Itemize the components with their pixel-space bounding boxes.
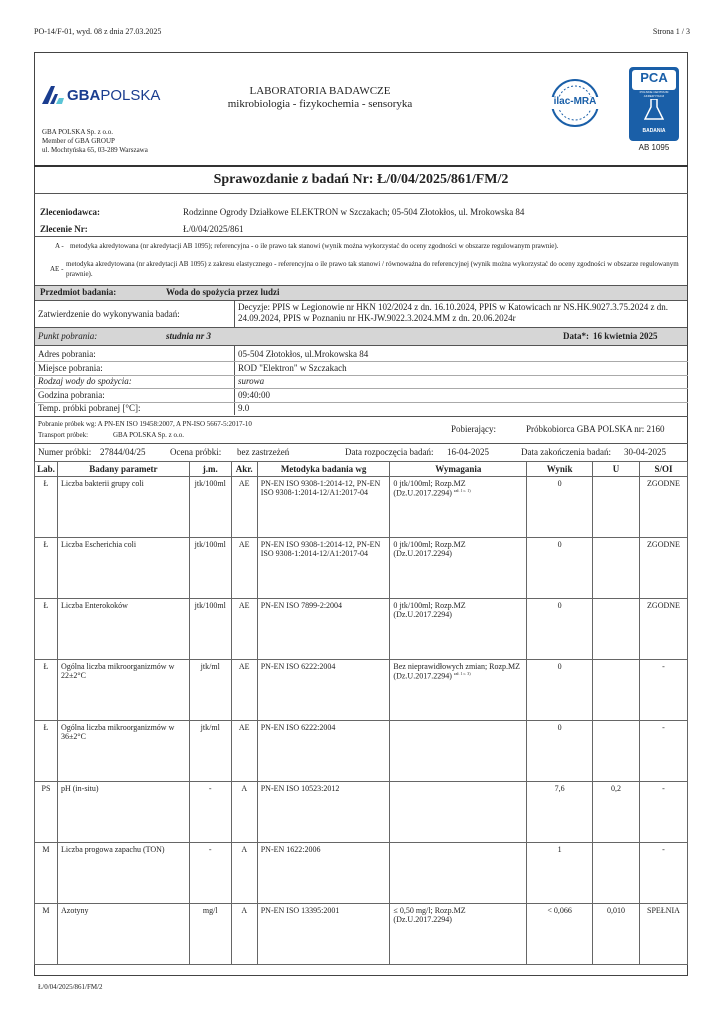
cell-method (257, 599, 390, 660)
cell-result (527, 660, 593, 721)
cell-method (257, 843, 390, 904)
cell-soi-text: ZGODNE (647, 479, 680, 488)
cell-method-text: PN-EN ISO 7899-2:2004 (260, 601, 343, 610)
sampler-label: Pobierający: (451, 424, 496, 434)
cell-param (57, 538, 189, 599)
cell-result (527, 599, 593, 660)
cell-param (57, 843, 189, 904)
cell-lab (35, 843, 58, 904)
cell-unit-text: jtk/100ml (194, 540, 226, 549)
cell-u (593, 843, 640, 904)
detail-label: Adres pobrania: (38, 349, 96, 359)
cell-lab (35, 782, 58, 843)
cell-unit-text: - (208, 845, 212, 854)
cell-lab-text: Ł (43, 540, 49, 549)
cell-param-text: Azotyny (60, 906, 89, 915)
detail-label: Godzina pobrania: (38, 389, 105, 400)
col-header-lab: Lab. (35, 462, 58, 477)
cell-unit (189, 843, 231, 904)
cell-result (527, 843, 593, 904)
cell-unit (189, 660, 231, 721)
cell-method (257, 904, 390, 965)
cell-param (57, 782, 189, 843)
cell-req (390, 477, 527, 538)
sample-number-label: Numer próbki: (38, 447, 92, 457)
cell-akr (231, 904, 257, 965)
cell-req-text: ≤ 0,50 mg/l; Rozp.MZ (Dz.U.2017.2294) (393, 906, 466, 924)
cell-method (257, 782, 390, 843)
lab-heading (200, 85, 440, 111)
col-header-u: U (593, 462, 640, 477)
cell-lab-text: Ł (43, 479, 49, 488)
transport-value: GBA POLSKA Sp. z o.o. (113, 431, 184, 439)
col-header-unit: j.m. (189, 462, 231, 477)
cell-lab (35, 599, 58, 660)
cell-result (527, 538, 593, 599)
sampling-date-label: Data*: (563, 331, 589, 341)
legend-a-code: A - (55, 242, 64, 250)
cell-unit-text: jtk/100ml (194, 479, 226, 488)
cell-akr-text: AE (238, 540, 250, 549)
col-header-soi: S/OI (639, 462, 687, 477)
detail-value: surowa (238, 376, 265, 387)
report-title: Sprawozdanie z badań Nr: Ł/0/04/2025/861/FM/2 (213, 172, 509, 187)
cell-param (57, 904, 189, 965)
lab-title: LABORATORIA BADAWCZE (249, 85, 391, 97)
legend-ae-code: AE - (50, 265, 64, 273)
sampling-date-value: 16 kwietnia 2025 (593, 331, 658, 341)
approval-label: Zatwierdzenie do wykonywania badań: (38, 309, 180, 319)
company-line: GBA POLSKA Sp. z o.o. (42, 128, 113, 136)
gba-logo-icon (42, 86, 64, 104)
sample-eval-label: Ocena próbki: (170, 447, 222, 457)
cell-result-text: 0 (557, 540, 562, 549)
cell-u (593, 660, 640, 721)
ab-number: AB 1095 (638, 143, 670, 152)
legend-a-text: metodyka akredytowana (nr akredytacji AB 1095); referencyjna - o ile prawo tak stanowi (wynik można wykorzystać do oceny zgodności w obszarze regulowanym prawnie). (70, 242, 559, 250)
cell-lab (35, 538, 58, 599)
cell-soi (639, 538, 687, 599)
cell-akr-text: A (241, 845, 248, 854)
cell-soi (639, 477, 687, 538)
company-line: ul. Mochtyńska 65, 03-289 Warszawa (42, 146, 148, 154)
pca-badge (629, 67, 679, 141)
cell-method (257, 660, 390, 721)
details-labels (38, 348, 140, 416)
cell-param (57, 599, 189, 660)
cell-soi-text: - (662, 723, 665, 732)
cell-req (390, 904, 527, 965)
cell-param-text: Liczba progowa zapachu (TON) (60, 845, 165, 854)
end-date-value: 30-04-2025 (624, 447, 666, 457)
cell-soi-text: - (662, 845, 665, 854)
approval-value: Decyzje: PPIS w Legionowie nr HKN 102/2024 z dn. 16.10.2024, PPIS w Katowicach nr NS.HK.9027.3.75.2024 z dn. 24.09.2024, PPIS w Poznaniu nr HK-JW.9022.3.2024.MM z dn. 20.06.2024r (238, 302, 668, 323)
detail-value: 09:40:00 (238, 389, 271, 400)
end-date-label: Data zakończenia badań: (521, 447, 611, 457)
cell-lab-text: M (42, 906, 50, 915)
detail-label: Miejsce pobrania: (38, 362, 103, 373)
cell-method (257, 721, 390, 782)
cell-lab-text: Ł (43, 601, 49, 610)
cell-param (57, 721, 189, 782)
cell-lab-text: Ł (43, 723, 49, 732)
cell-unit-text: - (208, 784, 212, 793)
cell-akr (231, 538, 257, 599)
detail-label: Rodzaj wody do spożycia: (38, 376, 132, 387)
results-table (34, 461, 688, 965)
logo-text-bold: GBA (67, 86, 101, 104)
cell-unit (189, 477, 231, 538)
cell-param-text: Liczba Escherichia coli (60, 540, 137, 549)
cell-akr-text: A (241, 784, 248, 793)
cell-req (390, 843, 527, 904)
start-date-label: Data rozpoczęcia badań: (345, 447, 434, 457)
page-number: Strona 1 / 3 (652, 27, 690, 36)
pca-text: PCA (632, 70, 676, 90)
cell-unit-text: jtk/ml (200, 662, 220, 671)
cell-lab (35, 721, 58, 782)
cell-soi (639, 782, 687, 843)
cell-unit-text: mg/l (202, 906, 218, 915)
sampling-method: Pobranie próbek wg: A PN-EN ISO 19458:2007, A PN-ISO 5667-5:2017-10 (38, 420, 252, 428)
req-footnote: zał. 1 c. 1) (453, 488, 471, 493)
cell-lab (35, 477, 58, 538)
cell-result (527, 477, 593, 538)
cell-akr-text: AE (238, 479, 250, 488)
cell-unit-text: jtk/100ml (194, 601, 226, 610)
cell-lab (35, 904, 58, 965)
cell-param (57, 477, 189, 538)
table-row (35, 599, 688, 660)
cell-param-text: pH (in-situ) (60, 784, 99, 793)
cell-lab-text: Ł (43, 662, 49, 671)
order-value: Ł/0/04/2025/861 (183, 224, 244, 234)
cell-result-text: 0 (557, 662, 562, 671)
table-row (35, 538, 688, 599)
cell-akr (231, 843, 257, 904)
ilac-text: ilac-MRA (553, 96, 597, 107)
cell-soi-text: ZGODNE (647, 601, 680, 610)
cell-param-text: Ogólna liczba mikroorganizmów w 36±2°C (60, 723, 175, 741)
cell-u (593, 477, 640, 538)
cell-req-text: Bez nieprawidłowych zmian; Rozp.MZ (Dz.U.2017.2294) (393, 662, 521, 681)
company-address (42, 128, 148, 155)
start-date-value: 16-04-2025 (447, 447, 489, 457)
sample-eval-value: bez zastrzeżeń (237, 447, 290, 457)
detail-label: Temp. próbki pobranej [°C]: (38, 403, 141, 414)
cell-req (390, 538, 527, 599)
cell-method-text: PN-EN ISO 6222:2004 (260, 662, 336, 671)
subject-bar (35, 285, 687, 301)
results-header-row (35, 462, 688, 477)
cell-req (390, 660, 527, 721)
cell-method-text: PN-EN ISO 10523:2012 (260, 784, 340, 793)
table-row (35, 477, 688, 538)
cell-soi-text: - (662, 662, 665, 671)
cell-result-text: 0 (557, 723, 562, 732)
transport-label: Transport próbek: (38, 431, 89, 439)
cell-unit-text: jtk/ml (200, 723, 220, 732)
cell-req-text: 0 jtk/100ml; Rozp.MZ (Dz.U.2017.2294) (393, 540, 466, 558)
cell-param (57, 660, 189, 721)
cell-akr (231, 782, 257, 843)
cell-req-text: 0 jtk/100ml; Rozp.MZ (Dz.U.2017.2294) (393, 601, 466, 619)
cell-method-text: PN-EN 1622:2006 (260, 845, 321, 854)
col-header-result: Wynik (527, 462, 593, 477)
sampling-point-bar (35, 327, 687, 346)
cell-soi-text: SPEŁNIA (647, 906, 680, 915)
cell-result-text: 0 (557, 601, 562, 610)
detail-value: ROD "Elektron" w Szczakach (238, 362, 347, 373)
cell-soi (639, 660, 687, 721)
details-values (238, 348, 368, 416)
cell-req (390, 599, 527, 660)
order-label: Zlecenie Nr: (40, 224, 88, 234)
table-row (35, 721, 688, 782)
cell-method-text: PN-EN ISO 9308-1:2014-12, PN-EN ISO 9308-1:2014-12/A1:2017-04 (260, 540, 381, 558)
cell-req (390, 782, 527, 843)
client-label: Zleceniodawca: (40, 207, 100, 217)
cell-akr (231, 599, 257, 660)
cell-result-text: < 0,066 (547, 906, 572, 915)
cell-lab-text: M (42, 845, 50, 854)
table-row (35, 660, 688, 721)
detail-value: 05-504 Złotokłos, ul.Mrokowska 84 (238, 349, 369, 359)
cell-u (593, 538, 640, 599)
cell-method-text: PN-EN ISO 13395:2001 (260, 906, 340, 915)
cell-soi (639, 904, 687, 965)
pca-label: BADANIA (642, 128, 666, 134)
logo-text-light: POLSKA (100, 86, 161, 104)
sampler-value: Próbkobiorca GBA POLSKA nr: 2160 (526, 424, 665, 434)
table-row (35, 904, 688, 965)
subject-label: Przedmiot badania: (40, 287, 117, 297)
cell-soi-text: ZGODNE (647, 540, 680, 549)
sampling-point-value: studnia nr 3 (166, 331, 212, 341)
cell-akr-text: AE (238, 662, 250, 671)
cell-soi (639, 843, 687, 904)
cell-method (257, 538, 390, 599)
cell-req-text: 0 jtk/100ml; Rozp.MZ (Dz.U.2017.2294) (393, 479, 466, 498)
cell-result (527, 782, 593, 843)
cell-u (593, 721, 640, 782)
cell-lab-text: PS (41, 784, 51, 793)
cell-result-text: 1 (557, 845, 562, 854)
cell-u (593, 782, 640, 843)
sample-number-value: 27844/04/25 (100, 447, 146, 457)
cell-soi-text: - (662, 784, 665, 793)
footer-code: Ł/0/04/2025/861/FM/2 (38, 983, 103, 991)
cell-akr-text: A (241, 906, 248, 915)
cell-unit (189, 599, 231, 660)
cell-akr (231, 477, 257, 538)
cell-akr-text: AE (238, 601, 250, 610)
col-header-param: Badany parametr (57, 462, 189, 477)
client-value: Rodzinne Ogrody Działkowe ELEKTRON w Szczakach; 05-504 Złotokłos, ul. Mrokowska 84 (183, 207, 525, 217)
cell-soi (639, 721, 687, 782)
cell-result-text: 7,6 (554, 784, 565, 793)
cell-unit (189, 904, 231, 965)
cell-unit (189, 721, 231, 782)
lab-subtitle: mikrobiologia - fizykochemia - sensoryka (227, 98, 413, 110)
req-footnote: zał. 1 c. 3) (453, 671, 471, 676)
form-code: PO-14/F-01, wyd. 08 z dnia 27.03.2025 (34, 27, 162, 36)
col-header-akr: Akr. (231, 462, 257, 477)
gba-logo (42, 86, 160, 104)
cell-method-text: PN-EN ISO 6222:2004 (260, 723, 336, 732)
cell-result (527, 904, 593, 965)
cell-req (390, 721, 527, 782)
cell-result-text: 0 (557, 479, 562, 488)
table-row (35, 782, 688, 843)
col-header-method: Metodyka badania wg (257, 462, 390, 477)
cell-param-text: Ogólna liczba mikroorganizmów w 22±2°C (60, 662, 175, 680)
cell-akr (231, 721, 257, 782)
cell-soi (639, 599, 687, 660)
cell-method (257, 477, 390, 538)
cell-param-text: Liczba Enterokoków (60, 601, 128, 610)
sampling-point-label: Punkt pobrania: (38, 331, 98, 341)
pca-small: POLSKIE CENTRUM AKREDYTACJI (639, 90, 669, 98)
cell-u (593, 599, 640, 660)
table-row (35, 843, 688, 904)
company-line: Member of GBA GROUP (42, 137, 115, 145)
cell-u-text: 0,010 (607, 906, 625, 915)
cell-akr (231, 660, 257, 721)
col-header-req: Wymagania (390, 462, 527, 477)
flask-icon (644, 99, 664, 121)
cell-lab (35, 660, 58, 721)
cell-param-text: Liczba bakterii grupy coli (60, 479, 144, 488)
detail-value: 9.0 (238, 403, 250, 414)
cell-unit (189, 538, 231, 599)
cell-method-text: PN-EN ISO 9308-1:2014-12, PN-EN ISO 9308-1:2014-12/A1:2017-04 (260, 479, 381, 497)
cell-unit (189, 782, 231, 843)
cell-u-text: 0,2 (611, 784, 621, 793)
legend-ae-text: metodyka akredytowana (nr akredytacji AB 1095) z zakresu elastycznego - referencyjna o ile prawo tak stanowi / równoważna do referencyjnej (wynik można wykorzystać do oceny zgodności w obszarze regulowanym prawnie). (66, 260, 679, 278)
subject-value: Woda do spożycia przez ludzi (166, 287, 280, 297)
cell-akr-text: AE (238, 723, 250, 732)
cell-u (593, 904, 640, 965)
cell-result (527, 721, 593, 782)
ilac-mra-badge (545, 78, 605, 128)
